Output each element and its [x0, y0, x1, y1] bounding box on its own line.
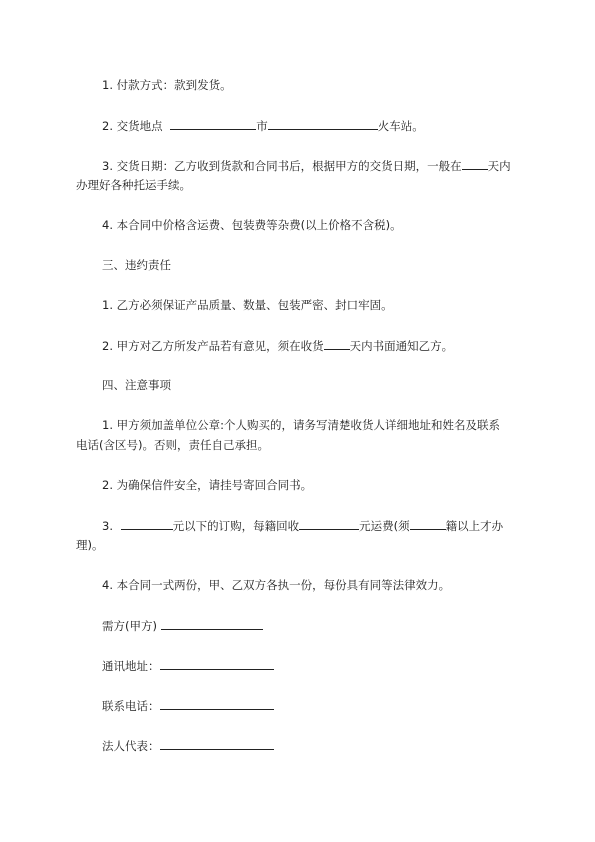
delivery-station-blank	[268, 118, 378, 130]
representative-signature-field[interactable]	[160, 738, 274, 750]
delivery-date-clause-line1: 3. 交货日期：乙方收到货款和合同书后，根据甲方的交货日期，一般在 天内	[102, 159, 511, 173]
section-heading-breach: 三、违约责任	[102, 258, 171, 272]
delivery-days-blank	[462, 158, 488, 170]
price-clause: 4. 本合同中价格含运费、包装费等杂费(以上价格不含税)。	[102, 218, 402, 232]
payment-clause: 1. 付款方式：款到发货。	[102, 78, 232, 92]
breach-clause-1: 1. 乙方必须保证产品质量、数量、包装严密、封口牢固。	[102, 298, 393, 312]
delivery-date-clause-line2: 办理好各种托运手续。	[76, 178, 191, 192]
notes-clause-3-line2: 理)。	[76, 538, 104, 552]
address-signature-field[interactable]	[160, 658, 274, 670]
notes-clause-3-line1: 3. 元以下的订购，每籍回收 元运费(须 籍以上才办	[102, 519, 504, 533]
breach-clause-2: 2. 甲方对乙方所发产品若有意见，须在收货 天内书面通知乙方。	[102, 339, 454, 353]
signature-representative: 法人代表：	[102, 738, 274, 753]
min-books-blank	[410, 518, 446, 530]
notes-clause-1-line2: 电话(含区号)。否则，责任自己承担。	[76, 438, 269, 452]
signature-phone: 联系电话：	[102, 698, 274, 713]
delivery-city-blank	[170, 118, 256, 130]
signature-buyer: 需方(甲方)	[102, 618, 263, 633]
section-heading-notes: 四、注意事项	[102, 378, 171, 392]
phone-signature-field[interactable]	[160, 698, 274, 710]
buyer-signature-field[interactable]	[161, 618, 263, 630]
shipping-fee-blank	[299, 518, 359, 530]
notes-clause-2: 2. 为确保信件安全，请挂号寄回合同书。	[102, 478, 313, 492]
signature-address: 通讯地址：	[102, 658, 274, 673]
notice-days-blank	[324, 338, 350, 350]
order-amount-blank	[121, 518, 173, 530]
notes-clause-1-line1: 1. 甲方须加盖单位公章:个人购买的，请务写清楚收货人详细地址和姓名及联系	[102, 418, 500, 432]
notes-clause-4: 4. 本合同一式两份，甲、乙双方各执一份，每份具有同等法律效力。	[102, 578, 451, 592]
delivery-location-clause: 2. 交货地点 市 火车站。	[102, 119, 424, 133]
